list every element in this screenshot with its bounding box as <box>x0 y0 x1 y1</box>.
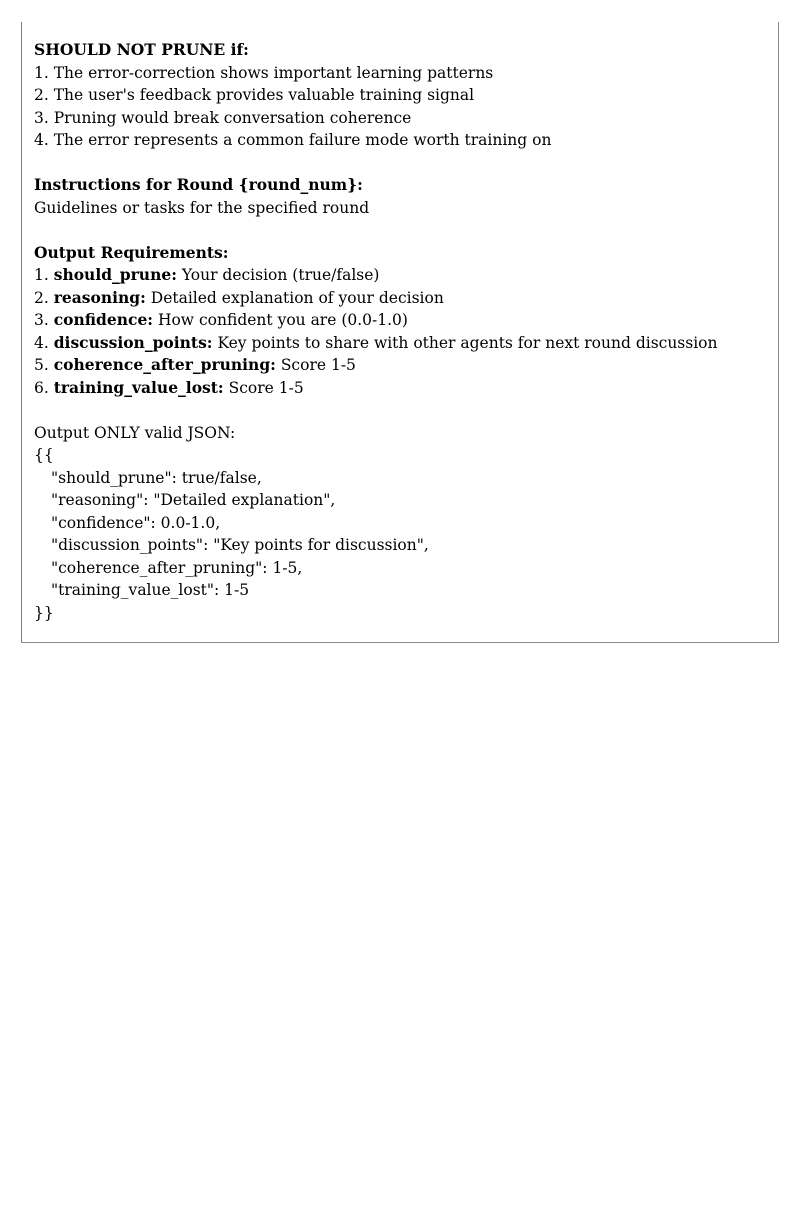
json-field-confidence: "confidence": 0.0-1.0, <box>51 513 221 532</box>
requirement-key: confidence: <box>53 310 154 329</box>
requirement-number: 3. <box>34 311 54 329</box>
requirement-key: training_value_lost: <box>53 377 224 397</box>
requirement-item <box>34 354 766 377</box>
should-not-prune-heading: SHOULD NOT PRUNE if: <box>34 40 249 59</box>
json-intro: Output ONLY valid JSON: <box>34 423 236 442</box>
requirement-number: 4. <box>34 333 54 352</box>
requirement-item <box>34 264 766 287</box>
requirement-desc: Key points to share with other agents for next round discussion <box>212 333 718 352</box>
should-not-prune-item-4: 4. The error represents a common failure mode worth training on <box>34 131 552 149</box>
requirement-desc: Your decision (true/false) <box>176 266 380 284</box>
requirement-key: reasoning: <box>53 287 146 307</box>
section-json-output <box>34 422 766 625</box>
requirement-key: discussion_points: <box>53 332 213 352</box>
requirement-desc: How confident you are (0.0-1.0) <box>153 311 408 329</box>
json-field-coherence-after-pruning: "coherence_after_pruning": 1-5, <box>51 558 303 577</box>
requirement-key: should_prune: <box>53 265 177 284</box>
requirement-item <box>34 377 766 400</box>
section-round-instructions <box>34 174 766 219</box>
requirement-item <box>34 309 766 332</box>
should-not-prune-item-2: 2. The user's feedback provides valuable training signal <box>34 86 475 104</box>
requirement-number: 5. <box>34 356 54 374</box>
requirement-key: coherence_after_pruning: <box>53 355 276 374</box>
json-field-should-prune: "should_prune": true/false, <box>51 468 262 487</box>
round-instructions-body: Guidelines or tasks for the specified round <box>34 198 370 217</box>
json-field-discussion-points: "discussion_points": "Key points for discussion", <box>51 536 429 554</box>
requirement-number: 1. <box>34 266 54 284</box>
should-not-prune-item-1: 1. The error-correction shows important learning patterns <box>34 63 494 82</box>
json-field-reasoning: "reasoning": "Detailed explanation", <box>51 491 336 509</box>
requirement-item <box>34 332 766 355</box>
requirement-desc: Score 1-5 <box>275 356 356 374</box>
section-output-requirements <box>34 242 766 400</box>
json-field-training-value-lost: "training_value_lost": 1-5 <box>51 581 250 599</box>
section-should-not-prune <box>34 39 766 152</box>
requirement-item <box>34 287 766 310</box>
requirement-desc: Detailed explanation of your decision <box>145 288 444 307</box>
json-close-brace: }} <box>34 603 54 622</box>
should-not-prune-item-3: 3. Pruning would break conversation coherence <box>34 108 412 127</box>
requirement-number: 6. <box>34 378 54 397</box>
json-open-brace: {{ <box>34 446 54 464</box>
prompt-template-box <box>21 22 779 643</box>
output-requirements-heading: Output Requirements: <box>34 242 229 262</box>
round-instructions-heading: Instructions for Round {round_num}: <box>34 175 363 194</box>
requirement-desc: Score 1-5 <box>223 378 304 397</box>
requirement-number: 2. <box>34 288 54 307</box>
